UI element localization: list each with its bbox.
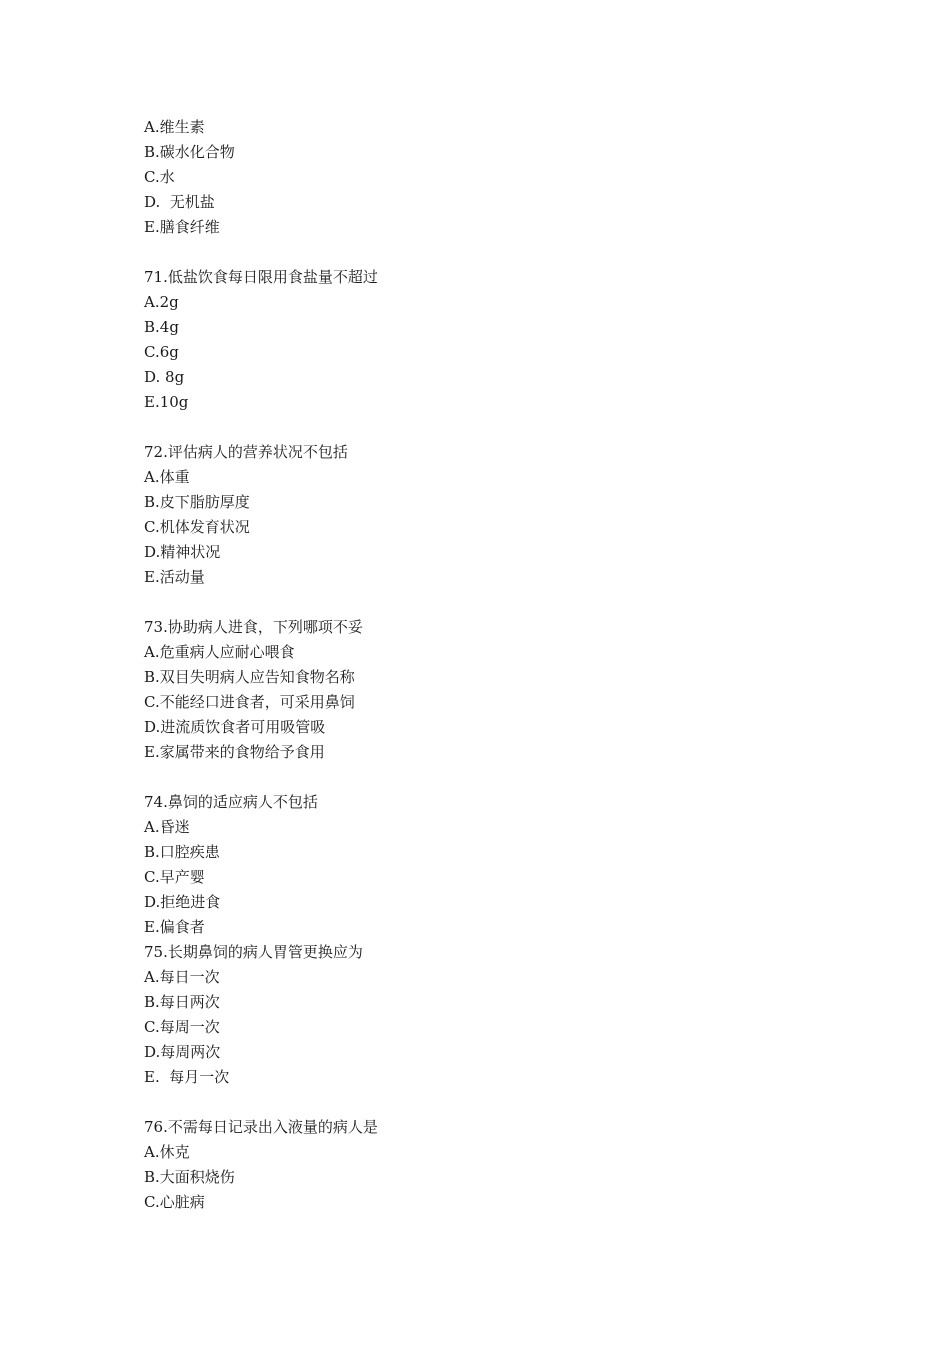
question-75	[144, 940, 844, 1090]
question-72	[144, 440, 844, 590]
option-a: A.每日一次	[144, 968, 220, 986]
option-e: E.家属带来的食物给予食用	[144, 743, 325, 761]
blank-line	[144, 590, 844, 615]
option-e: E.10g	[144, 393, 189, 411]
document-page	[144, 115, 844, 1215]
question-73	[144, 615, 844, 765]
blank-line	[144, 1090, 844, 1115]
question-stem: 76.不需每日记录出入液量的病人是	[144, 1118, 378, 1136]
question-stem: 72.评估病人的营养状况不包括	[144, 443, 348, 461]
option-b: B.皮下脂肪厚度	[144, 493, 250, 511]
option-e: E.偏食者	[144, 918, 205, 936]
option-e: E. 每月一次	[144, 1068, 230, 1086]
option-b: B.双目失明病人应告知食物名称	[144, 668, 355, 686]
option-c: C.机体发育状况	[144, 518, 250, 536]
option-d: D.精神状况	[144, 543, 221, 561]
question-stem: 73.协助病人进食，下列哪项不妥	[144, 618, 363, 636]
prev-question-options	[144, 115, 844, 240]
option-d: D.拒绝进食	[144, 893, 221, 911]
question-stem: 71.低盐饮食每日限用食盐量不超过	[144, 268, 378, 286]
option-b: B.每日两次	[144, 993, 220, 1011]
option-e: E.膳食纤维	[144, 218, 220, 236]
option-a: A.维生素	[144, 118, 205, 136]
option-b: B.大面积烧伤	[144, 1168, 235, 1186]
option-c: C.每周一次	[144, 1018, 220, 1036]
option-e: E.活动量	[144, 568, 205, 586]
option-d: D.每周两次	[144, 1043, 221, 1061]
option-b: B.碳水化合物	[144, 143, 235, 161]
option-b: B.4g	[144, 318, 179, 336]
option-a: A.体重	[144, 468, 190, 486]
blank-line	[144, 765, 844, 790]
question-71	[144, 265, 844, 415]
blank-line	[144, 415, 844, 440]
option-d: D. 无机盐	[144, 193, 215, 211]
blank-line	[144, 240, 844, 265]
option-d: D.进流质饮食者可用吸管吸	[144, 718, 326, 736]
option-d: D. 8g	[144, 368, 185, 386]
option-c: C.水	[144, 168, 175, 186]
question-stem: 75.长期鼻饲的病人胃管更换应为	[144, 943, 363, 961]
option-a: A.2g	[144, 293, 179, 311]
option-b: B.口腔疾患	[144, 843, 220, 861]
option-a: A.危重病人应耐心喂食	[144, 643, 295, 661]
option-c: C.早产婴	[144, 868, 205, 886]
option-c: C.6g	[144, 343, 179, 361]
option-a: A.休克	[144, 1143, 190, 1161]
question-76	[144, 1115, 844, 1215]
option-a: A.昏迷	[144, 818, 190, 836]
question-stem: 74.鼻饲的适应病人不包括	[144, 793, 318, 811]
option-c: C.不能经口进食者，可采用鼻饲	[144, 693, 355, 711]
option-c: C.心脏病	[144, 1193, 205, 1211]
question-74	[144, 790, 844, 940]
